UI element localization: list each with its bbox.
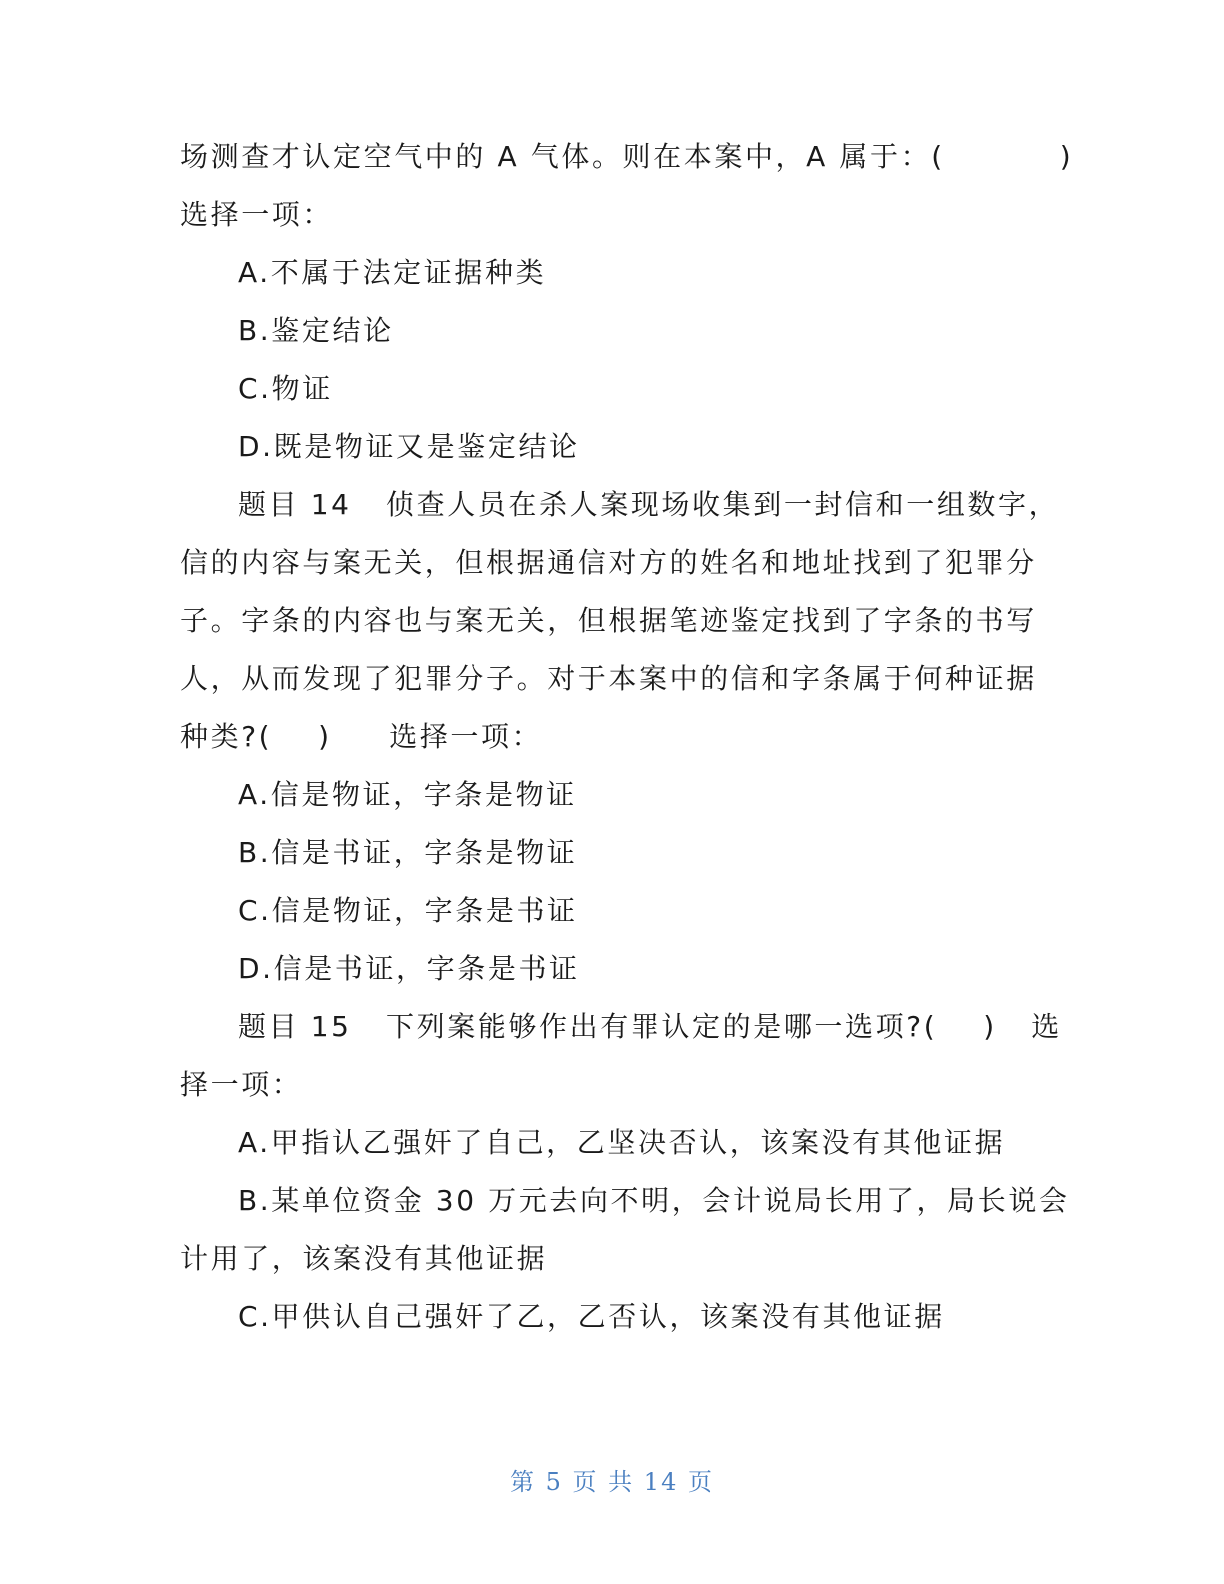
q13-option-c: C.物证	[238, 372, 333, 405]
q15-option-a: A.甲指认乙强奸了自己，乙坚决否认，该案没有其他证据	[238, 1126, 1006, 1159]
q15-text-line-2: 择一项：	[180, 1068, 303, 1101]
q14-text-line-2: 信的内容与案无关，但根据通信对方的姓名和地址找到了犯罪分	[180, 546, 1037, 579]
q15-option-b-line-2: 计用了，该案没有其他证据	[180, 1242, 548, 1275]
q14-option-d: D.信是书证，字条是书证	[238, 952, 580, 985]
q14-option-b: B.信是书证，字条是物证	[238, 836, 578, 869]
q13-option-d: D.既是物证又是鉴定结论	[238, 430, 580, 463]
q14-text-line-3: 子。字条的内容也与案无关，但根据笔迹鉴定找到了字条的书写	[180, 604, 1037, 637]
q14-option-a: A.信是物证，字条是物证	[238, 778, 577, 811]
q13-text-line-2: 选择一项：	[180, 198, 334, 231]
q13-option-a: A.不属于法定证据种类	[238, 256, 547, 289]
q15-option-b-line-1: B.某单位资金 30 万元去向不明，会计说局长用了，局长说会	[238, 1184, 1070, 1217]
q14-option-c: C.信是物证，字条是书证	[238, 894, 578, 927]
document-body	[180, 128, 1074, 1346]
q13-text-line-1: 场测查才认定空气中的 A 气体。则在本案中，A 属于：( )	[180, 140, 1074, 173]
page-number-footer: 第 5 页 共 14 页	[510, 1468, 714, 1496]
q14-text-line-4: 人，从而发现了犯罪分子。对于本案中的信和字条属于何种证据	[180, 662, 1037, 695]
q14-text-line-5: 种类?( ) 选择一项：	[180, 720, 543, 753]
q14-text-line-1: 题目 14 侦查人员在杀人案现场收集到一封信和一组数字，	[238, 488, 1060, 521]
q15-option-c: C.甲供认自己强奸了乙，乙否认，该案没有其他证据	[238, 1300, 945, 1333]
q15-text-line-1: 题目 15 下列案能够作出有罪认定的是哪一选项?( ) 选	[238, 1010, 1062, 1043]
q13-option-b: B.鉴定结论	[238, 314, 394, 347]
